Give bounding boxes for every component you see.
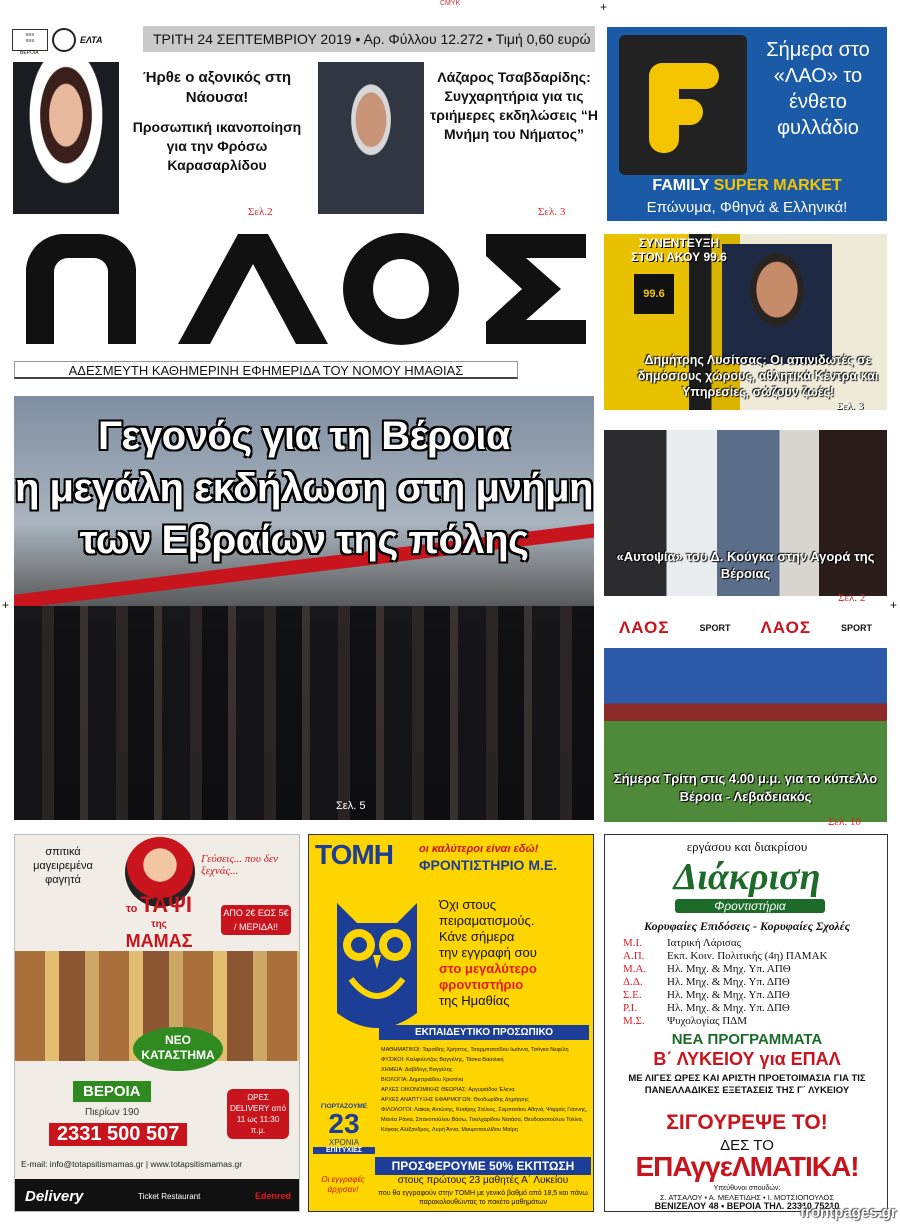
sport-banner-logo-1: ΛΑΟΣ [618, 618, 670, 637]
watermark: frontpages.gr [800, 1204, 897, 1221]
sport-photo[interactable] [604, 648, 887, 822]
diakrisi-class-line: Β΄ ΛΥΚΕΙΟΥ για ΕΠΑΛ [653, 1049, 841, 1069]
tomi-ad[interactable] [308, 834, 594, 1212]
result-row: Α.Π. Εκπ. Κοιν. Πολιτικής (4η) ΠΑΜΑΚ [623, 950, 828, 962]
new-store-badge: ΝΕΟ ΚΑΤΑΣΤΗΜΑ [133, 1027, 223, 1071]
result-row: Μ.Σ. Ψυχολογίας ΠΔΜ [623, 1015, 748, 1027]
diakrisi-cta-2: ΔΕΣ ΤΟ [720, 1137, 774, 1154]
masthead-logo [16, 224, 596, 354]
restaurant-street: Πιερίων 190 [85, 1107, 140, 1118]
diakrisi-results [623, 937, 885, 1028]
sport-banner-logo-2: ΛΑΟΣ [760, 618, 812, 637]
tomi-offer-sub: στους πρώτους 23 μαθητές Α΄ Λυκείου [397, 1175, 569, 1186]
restaurant-contact: E-mail: info@totapsitismamas.gr | www.totapsitismamas.gr [21, 1159, 243, 1169]
round-seal-icon [52, 28, 76, 52]
lead-headline: Γεγονός για τη Βέροια η μεγάλη εκδήλωση στη μνήμη των Εβραίων της πόλης [14, 414, 594, 562]
radio-backdrop-logo: 99.6 [634, 274, 674, 314]
result-row: Μ.Α. Ηλ. Μηχ. & Μηχ. Υπ. ΑΠΘ [623, 963, 791, 975]
tomi-anniversary-badge: ΓΙΟΡΤΑΖΟΥΜΕ 23 ΧΡΟΝΙΑ ΕΠΙΤΥΧΙΕΣ [313, 1103, 375, 1171]
interview-page: Σελ. 3 [836, 400, 864, 412]
teaser-2-title: Λάζαρος Τσαβδαρίδης: Συγχαρητήρια για τις τριήμερες εκδηλώσεις “Η Μνήμη του Νήματος” [430, 69, 598, 142]
diakrisi-cta-1: ΣΙΓΟΥΡΕΨΕ ΤΟ! [666, 1111, 828, 1134]
tomi-staff-heading: ΕΚΠΑΙΔΕΥΤΙΚΟ ΠΡΟΣΩΠΙΚΟ [379, 1025, 589, 1040]
restaurant-footer [15, 1179, 300, 1212]
diakrisi-brand: Διάκριση [673, 856, 821, 898]
restaurant-name: το ΤΑΨΙ της ΜΑΜΑΣ [125, 892, 193, 951]
teaser-1-subtitle: Προσωπική ικανοποίηση για την Φρόσω Καρασαρλίδου [132, 119, 302, 173]
diakrisi-managers-label: Υπεύθυνοι σπουδών: [713, 1185, 781, 1192]
delivery-label: Delivery [25, 1187, 84, 1205]
tomi-offer: ΠΡΟΣΦΕΡΟΥΜΕ 50% ΕΚΠΤΩΣΗ [375, 1157, 591, 1175]
sport-banner [604, 616, 887, 640]
family-ad-text: Σήμερα στο «ΛΑΟ» το ένθετο φυλλάδιο [766, 39, 870, 139]
tomi-body: Όχι στους πειραματισμούς. Κάνε σήμερα την εγγραφή σου στο μεγαλύτερο φροντιστήριο της Ημαθίας [439, 897, 537, 1008]
sport-page: Σελ. 10 [828, 816, 861, 828]
restaurant-city: ΒΕΡΟΙΑ [73, 1081, 151, 1102]
tomi-type: ΦΡΟΝΤΙΣΤΗΡΙΟ Μ.Ε. [419, 857, 558, 873]
family-f-logo [619, 35, 747, 175]
print-mark: CMYK [440, 0, 461, 7]
crop-mark-right: + [890, 598, 898, 612]
karasarlidou-photo [13, 62, 119, 214]
police-page: Σελ. 2 [838, 592, 866, 604]
tsavdaridis-photo [318, 62, 424, 214]
teaser-1-title: Ήρθε ο αξονικός στη Νάουσα! [142, 69, 292, 106]
lead-page: Σελ. 5 [336, 800, 366, 812]
diakrisi-type: Φροντιστήρια [675, 899, 825, 913]
ticket-restaurant-logo: Ticket Restaurant [137, 1191, 201, 1201]
sport-caption: Σήμερα Τρίτη στις 4.00 μ.μ. για το κύπελλο Βέροια - Λεβαδειακός [613, 771, 878, 804]
crop-mark-left: + [2, 598, 10, 612]
diakrisi-managers: Σ. ΑΤΣΑΛΟΥ • Α. ΜΕΛΕΤΙΔΗΣ • Ι. ΜΟΤΣΙΟΠΟΥΛΟΣ [660, 1193, 834, 1202]
diakrisi-address: ΒΕΝΙΖΕΛΟΥ 48 • ΒΕΡΟΙΑ ΤΗΛ. 23310 75210 [654, 1201, 840, 1211]
owl-icon [317, 893, 437, 1043]
tomi-claim: οι καλύτεροι είναι εδώ! [419, 843, 539, 855]
tomi-offer-note: που θα εγγραφούν στην ΤΟΜΗ με γενικό βαθμό από 18,5 και πάνω παρακολουθώντας το πακέτο μαθημάτων [378, 1190, 588, 1206]
police-photo[interactable] [604, 430, 887, 596]
result-row: Σ.Ε. Ηλ. Μηχ. & Μηχ. Υπ. ΔΠΘ [623, 989, 790, 1001]
diakrisi-top: εργάσου και διακρίσου [686, 839, 808, 854]
restaurant-script: Γεύσεις... που δεν ξεχνάς... [201, 853, 279, 877]
edenred-logo: Edenred [254, 1191, 291, 1201]
publisher-logos [12, 26, 140, 54]
lead-photo[interactable] [14, 396, 594, 820]
diakrisi-cta-3: ΕΠΑγγεΛΜΑΤΙΚΑ! [635, 1151, 859, 1182]
bar-logo-icon: ≡≡≡ ≡≡≡ [12, 29, 48, 51]
crop-mark-top: + [600, 0, 608, 14]
restaurant-price-badge: ΑΠΟ 2€ ΕΩΣ 5€ / ΜΕΡΙΔΑ!! [221, 905, 291, 935]
restaurant-delivery-hours: ΩΡΕΣ DELIVERY από 11 ως 11:30 π.μ. [227, 1089, 289, 1139]
teaser-2-page: Σελ. 3 [538, 206, 566, 218]
tomi-brand: ΤΟΜΗ [315, 839, 393, 870]
sport-banner-label-1: SPORT [699, 623, 731, 633]
tomi-staff-list: ΜΑΘΗΜΑΤΙΚΟΙ: Ταρσίδης Χρήστος, Τσαρμπατσίδου Ιωάννα, Τσόγκα Νεφέλη ΦΥΣΙΚΟΙ: Καλφούντζος Βαγγέλης, Τάσκα Βασιλική ΧΗΜΕΙΑ: Δαβίδογς Βαγγέλης ΒΙΟΛΟΓΙΑ: Δημητριάδου Χριστίνα ΑΡΧΕΣ ΟΙΚΟΝΟΜΙΚΗΣ ΘΕΩΡΙΑΣ: Αργυριάδου Έλενα ΑΡΧΕΣ ΑΝΑΠΤΥΞΗΣ ΕΦΑΡΜΟΓΩΝ: Θεοδωρίδης Δημήτρης ΦΙΛΟΛΟΓΟΙ: Λαϊκας Αντώνης, Κοσίρης Στέλιος, Σαμπατάου Αθηνά, Ψαρρός Γιάννης, Μανέα Ράνια, Σπανοπούλου Βάσω, Τσολχαρίδου Νατάσα, Θεοδοσοπούλου Τολίνα, Κόγκας Αλέξανδρος, Λυρή Άννα, Μαυροπουλίδου Μαίρη [381, 1047, 588, 1133]
interview-caption: Δημήτρης Λυσίτσας: Οι απινιδωτές σε δημόσιους χώρους, αθλητικά Κέντρα και Υπηρεσίες, σώζουν ζωές! [637, 353, 879, 399]
restaurant-tag: σπιτικά μαγειρεμένα φαγητά [33, 846, 93, 886]
masthead-tagline: ΑΔΕΣΜΕΥΤΗ ΚΑΘΗΜΕΡΙΝΗ ΕΦΗΜΕΡΙΔΑ ΤΟΥ ΝΟΜΟΥ ΗΜΑΘΙΑΣ [14, 361, 518, 379]
result-row: Δ.Δ. Ηλ. Μηχ. & Μηχ. Υπ. ΔΠΘ [623, 976, 790, 988]
family-slogan: Επώνυμα, Φθηνά & Ελληνικά! [646, 199, 848, 216]
family-brand: FAMILY SUPER MARKET [652, 177, 842, 194]
veria-logo: ΒΕΡΟΙΑ [20, 50, 39, 56]
result-row: Ρ.Ι. Ηλ. Μηχ. & Μηχ. Υπ. ΔΠΘ [623, 1002, 790, 1014]
restaurant-phone[interactable]: 2331 500 507 [49, 1123, 187, 1146]
lysitsas-photo [722, 244, 832, 364]
crowd-silhouette [14, 606, 594, 820]
elta-logo: ΕΛΤΑ [80, 35, 103, 45]
sport-banner-label-2: SPORT [840, 623, 872, 633]
diakrisi-new-programs: ΝΕΑ ΠΡΟΓΡΑΜΜΑΤΑ [671, 1031, 823, 1048]
masthead-letters [16, 224, 596, 354]
diakrisi-subtitle: Κορυφαίες Επιδόσεις - Κορυφαίες Σχολές [643, 919, 851, 933]
result-row: Μ.Ι. Ιατρική Λάρισας [623, 937, 741, 949]
diakrisi-desc: ΜΕ ΛΙΓΕΣ ΩΡΕΣ ΚΑΙ ΑΡΙΣΤΗ ΠΡΟΕΤΟΙΜΑΣΙΑ ΓΙΑ ΤΙΣ ΠΑΝΕΛΛΑΔΙΚΕΣ ΕΞΕΤΑΣΕΙΣ ΤΗΣ Γ΄ ΛΥΚΕΙΟΥ [628, 1073, 866, 1096]
interview-panel[interactable] [604, 234, 887, 410]
family-ad[interactable] [606, 26, 888, 222]
restaurant-ad[interactable] [14, 834, 300, 1212]
diakrisi-ad[interactable] [604, 834, 888, 1212]
tomi-registrations: Οι εγγραφές άρχισαν! [321, 1175, 365, 1194]
issue-line: ΤΡΙΤΗ 24 ΣΕΠΤΕΜΒΡΙΟΥ 2019 • Αρ. Φύλλου 12.272 • Τιμή 0,60 ευρώ [143, 26, 595, 52]
police-caption: «Αυτοψία» του Δ. Κούγκα στην Αγορά της Βέροιας [616, 549, 875, 581]
interview-kicker: ΣΥΝΕΝΤΕΥΞΗ ΣΤΟΝ ΑΚΟΥ 99.6 [631, 236, 727, 264]
teaser-1-page: Σελ.2 [248, 206, 273, 218]
